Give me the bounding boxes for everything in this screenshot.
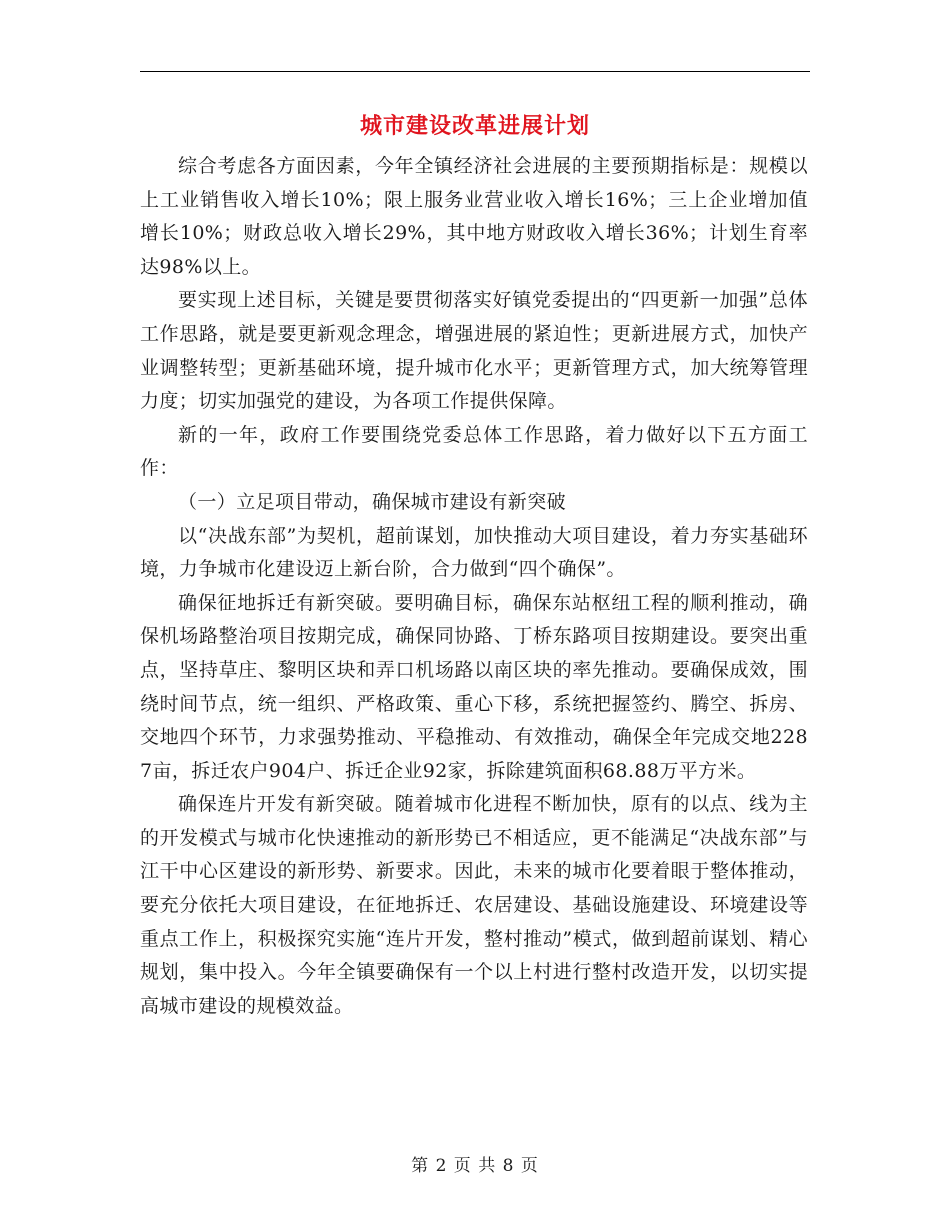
- paragraph-five-tasks: 新的一年，政府工作要围绕党委总体工作思路，着力做好以下五方面工作：: [140, 423, 808, 480]
- paragraph-key-approach: 要实现上述目标，关键是要贯彻落实好镇党委提出的“四更新一加强”总体工作思路，就是要更新观念理念，增强进展的紧迫性；更新进展方式，加快产业调整转型；更新基础环境，提升城市化水平；更新管理方式，加大统筹管理力度；切实加强党的建设，为各项工作提供保障。: [140, 289, 808, 413]
- paragraph-targets: 综合考虑各方面因素，今年全镇经济社会进展的主要预期指标是：规模以上工业销售收入增长10%；限上服务业营业收入增长16%；三上企业增加值增长10%；财政总收入增长29%，其中地方财政收入增长36%；计划生育率达98%以上。: [140, 155, 808, 278]
- paragraph-four-ensures: 以“决战东部”为契机，超前谋划，加快推动大项目建设，着力夯实基础环境，力争城市化建设迈上新台阶，合力做到“四个确保”。: [140, 524, 808, 581]
- document-body: [140, 150, 808, 1023]
- paragraph-land-acquisition: 确保征地拆迁有新突破。要明确目标，确保东站枢纽工程的顺利推动，确保机场路整治项目按期完成，确保同协路、丁桥东路项目按期建设。要突出重点，坚持草庄、黎明区块和弄口机场路以南区块的率先推动。要确保成效，围绕时间节点，统一组织、严格政策、重心下移，系统把握签约、腾空、拆房、交地四个环节，力求强势推动、平稳推动、有效推动，确保全年完成交地2287亩，拆迁农户904户、拆迁企业92家，拆除建筑面积68.88万平方米。: [140, 591, 808, 782]
- header-rule: [140, 71, 810, 72]
- document-title: 城市建设改革进展计划: [359, 113, 590, 139]
- section-heading-1: （一）立足项目带动，确保城市建设有新突破: [178, 490, 567, 513]
- page-number: 第 2 页 共 8 页: [411, 1156, 539, 1176]
- paragraph-contiguous-development: 确保连片开发有新突破。随着城市化进程不断加快，原有的以点、线为主的开发模式与城市化快速推动的新形势已不相适应，更不能满足“决战东部”与江干中心区建设的新形势、新要求。因此，未来的城市化要着眼于整体推动，要充分依托大项目建设，在征地拆迁、农居建设、基础设施建设、环境建设等重点工作上，积极探究实施“连片开发，整村推动”模式，做到超前谋划、精心规划，集中投入。今年全镇要确保有一个以上村进行整村改造开发，以切实提高城市建设的规模效益。: [140, 793, 808, 1017]
